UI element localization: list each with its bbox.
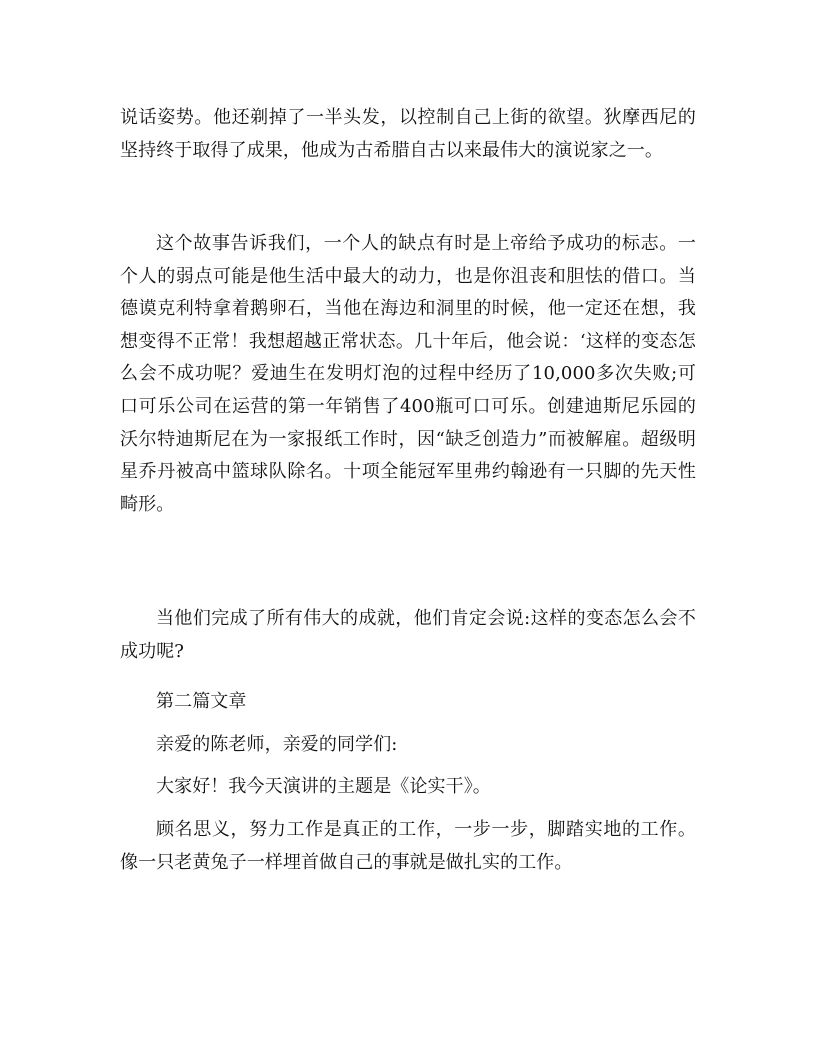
paragraph-hard-work: 顾名思义，努力工作是真正的工作，一步一步，脚踏实地的工作。像一只老黄兔子一样埋首做自己的事就是做扎实的工作。 (120, 819, 696, 873)
section-heading: 第二篇文章 (156, 691, 247, 712)
salutation: 亲爱的陈老师，亲爱的同学们: (156, 734, 398, 755)
paragraph-conclusion: 当他们完成了所有伟大的成就，他们肯定会说:这样的变态怎么会不成功呢? (120, 608, 696, 662)
greeting: 大家好！我今天演讲的主题是《论实干》。 (156, 776, 491, 797)
paragraph-continuation: 说话姿势。他还剃掉了一半头发，以控制自己上街的欲望。狄摩西尼的坚持终于取得了成果，他成为古希腊自古以来最伟大的演说家之一。 (120, 107, 696, 161)
paragraph-story-lesson: 这个故事告诉我们，一个人的缺点有时是上帝给予成功的标志。一个人的弱点可能是他生活中最大的动力，也是你沮丧和胆怯的借口。当德谟克利特拿着鹅卵石，当他在海边和洞里的时候，他一定还在想，我想变得不正常！我想超越正常状态。几十年后，他会说：‘这样的变态怎么会不成功呢？爱迪生在发明灯泡的过程中经历了10,000多次失败;可口可乐公司在运营的第一年销售了400瓶可口可乐。创建迪斯尼乐园的沃尔特迪斯尼在为一家报纸工作时，因“缺乏创造力”而被解雇。超级明星乔丹被高中篮球队除名。十项全能冠军里弗约翰逊有一只脚的先天性畸形。 (120, 233, 696, 515)
